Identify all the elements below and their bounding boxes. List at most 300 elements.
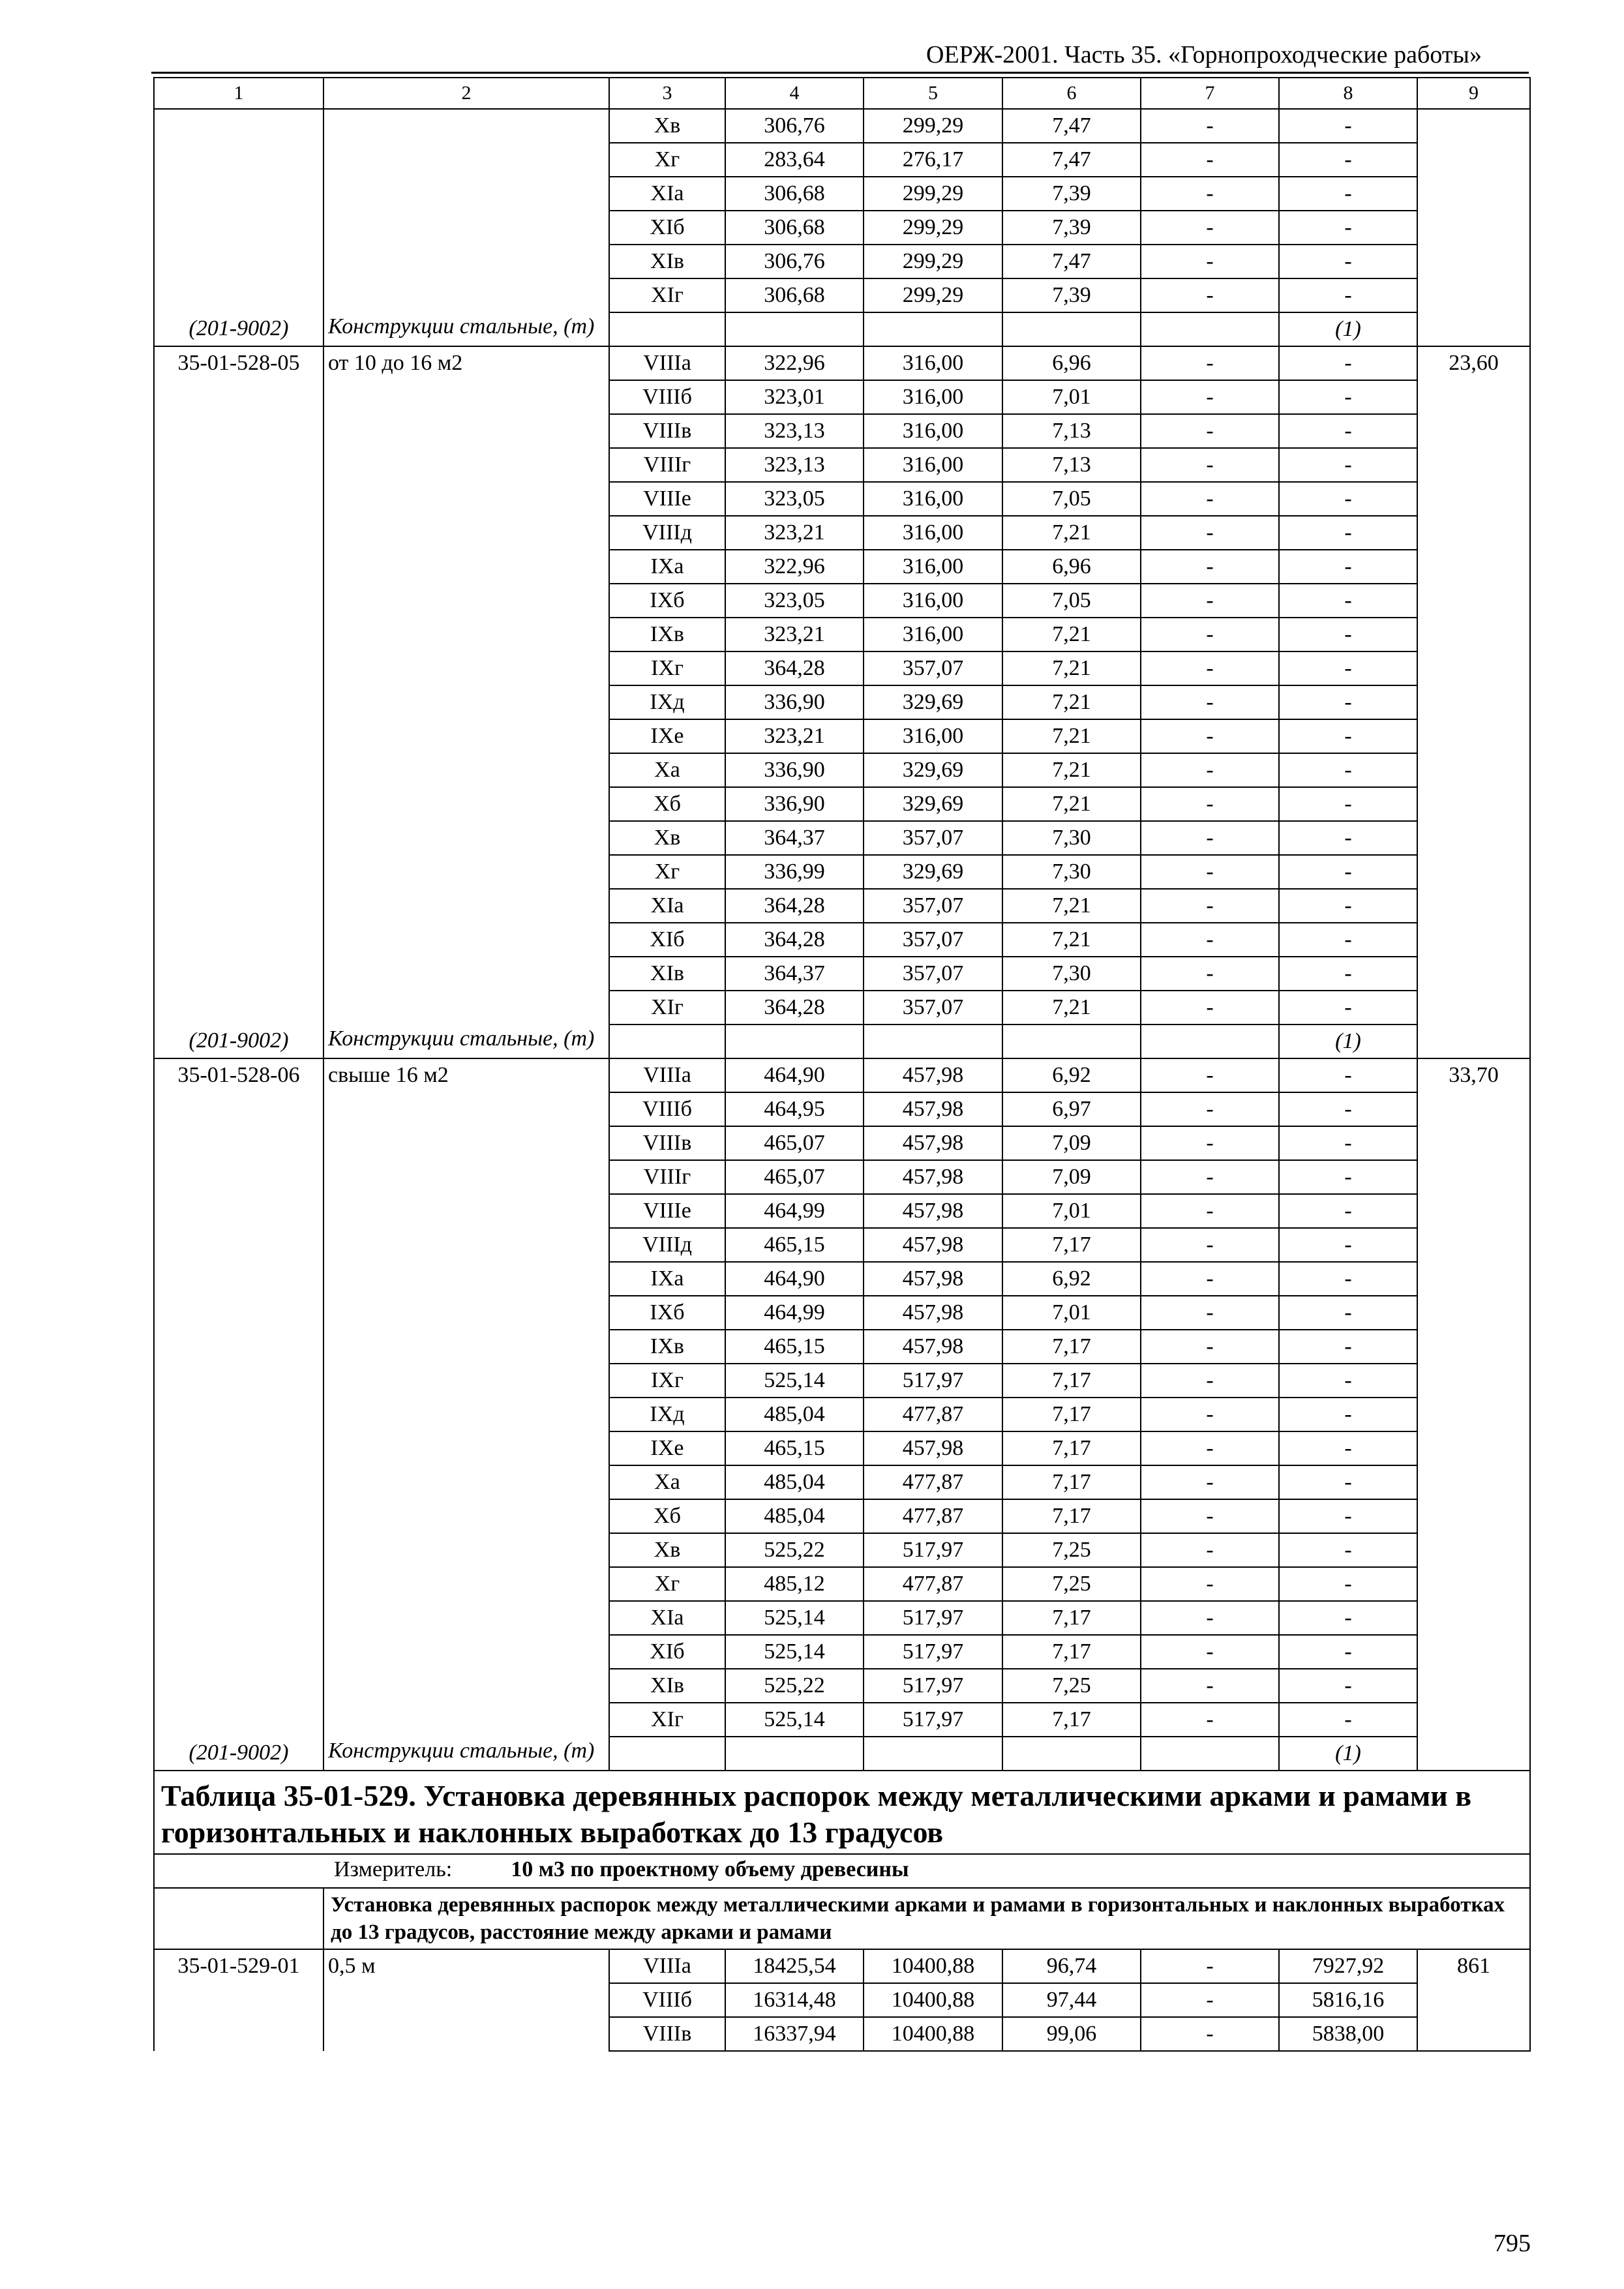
cell-col4: 322,96 — [725, 346, 864, 380]
table-row — [154, 1949, 1530, 1983]
cell-col5: 357,07 — [864, 991, 1002, 1025]
cell-col3: Хб — [609, 787, 725, 821]
cell-col5: 316,00 — [864, 584, 1002, 618]
item-name-empty — [323, 1635, 609, 1669]
cell-col7: - — [1141, 584, 1279, 618]
item-code — [154, 109, 323, 143]
column-number: 2 — [323, 78, 609, 109]
item-code-empty — [154, 1601, 323, 1635]
item-code-empty — [154, 550, 323, 584]
cell-col5: 316,00 — [864, 414, 1002, 448]
cell-col7: - — [1141, 1533, 1279, 1567]
cell-col7: - — [1141, 1669, 1279, 1703]
table-row — [154, 1160, 1530, 1194]
cell-col5: 457,98 — [864, 1058, 1002, 1092]
cell-col8: - — [1279, 550, 1417, 584]
cell-col8: - — [1279, 957, 1417, 991]
cell-col6: 7,39 — [1002, 278, 1141, 312]
cell-col7: - — [1141, 753, 1279, 787]
cell-col8: - — [1279, 991, 1417, 1025]
cell-col8: - — [1279, 719, 1417, 753]
cell-col7: - — [1141, 923, 1279, 957]
item-code-empty — [154, 1160, 323, 1194]
price-col9: 861 — [1417, 1949, 1530, 2051]
cell-col4: 525,22 — [725, 1533, 864, 1567]
resource-cell-col5 — [864, 312, 1002, 346]
cell-col8: - — [1279, 1703, 1417, 1737]
table-row — [154, 1465, 1530, 1499]
cell-col8: - — [1279, 1398, 1417, 1431]
cell-col5: 10400,88 — [864, 1983, 1002, 2017]
cell-col7: - — [1141, 1431, 1279, 1465]
item-name-empty — [323, 245, 609, 278]
cell-col7: - — [1141, 380, 1279, 414]
cell-col8: - — [1279, 1431, 1417, 1465]
cell-col6: 7,30 — [1002, 957, 1141, 991]
cell-col7: - — [1141, 1703, 1279, 1737]
cell-col8: - — [1279, 211, 1417, 245]
item-code-empty — [154, 719, 323, 753]
cell-col4: 465,15 — [725, 1330, 864, 1364]
cell-col6: 6,96 — [1002, 346, 1141, 380]
cell-col5: 457,98 — [864, 1262, 1002, 1296]
item-code-empty — [154, 1669, 323, 1703]
cell-col7: - — [1141, 177, 1279, 211]
cell-col4: 16337,94 — [725, 2017, 864, 2051]
cell-col8: - — [1279, 380, 1417, 414]
resource-cell-col4 — [725, 1025, 864, 1058]
norms-table — [153, 77, 1531, 2052]
cell-col4: 364,28 — [725, 651, 864, 685]
item-code-empty — [154, 448, 323, 482]
page-number: 795 — [1494, 2230, 1531, 2257]
cell-col8: - — [1279, 1058, 1417, 1092]
item-name-empty — [323, 516, 609, 550]
cell-col7: - — [1141, 618, 1279, 651]
resource-row — [154, 1737, 1530, 1771]
table-row — [154, 380, 1530, 414]
table-row — [154, 1567, 1530, 1601]
cell-col6: 7,21 — [1002, 787, 1141, 821]
cell-col3: ХIг — [609, 1703, 725, 1737]
cell-col4: 323,21 — [725, 618, 864, 651]
cell-col5: 457,98 — [864, 1330, 1002, 1364]
cell-col7: - — [1141, 1465, 1279, 1499]
item-code: 35-01-529-01 — [154, 1949, 323, 1983]
column-number: 9 — [1417, 78, 1530, 109]
table-row — [154, 855, 1530, 889]
cell-col4: 18425,54 — [725, 1949, 864, 1983]
cell-col5: 477,87 — [864, 1398, 1002, 1431]
item-code-empty — [154, 855, 323, 889]
table-row — [154, 651, 1530, 685]
cell-col7: - — [1141, 1499, 1279, 1533]
item-name-empty — [323, 550, 609, 584]
cell-col4: 336,99 — [725, 855, 864, 889]
column-number: 3 — [609, 78, 725, 109]
cell-col3: IХв — [609, 618, 725, 651]
cell-col6: 99,06 — [1002, 2017, 1141, 2051]
cell-col7: - — [1141, 1092, 1279, 1126]
item-code-empty — [154, 753, 323, 787]
table-row — [154, 211, 1530, 245]
cell-col8: 5816,16 — [1279, 1983, 1417, 2017]
cell-col3: VIIIе — [609, 1194, 725, 1228]
cell-col6: 7,21 — [1002, 991, 1141, 1025]
item-code-empty — [154, 889, 323, 923]
cell-col4: 323,13 — [725, 414, 864, 448]
cell-col5: 299,29 — [864, 177, 1002, 211]
item-code-empty — [154, 2017, 323, 2051]
item-name-empty — [323, 889, 609, 923]
cell-col3: Хг — [609, 855, 725, 889]
resource-code: (201-9002) — [154, 312, 323, 346]
cell-col4: 323,01 — [725, 380, 864, 414]
cell-col6: 7,09 — [1002, 1126, 1141, 1160]
cell-col3: ХIб — [609, 923, 725, 957]
item-code-empty — [154, 1703, 323, 1737]
cell-col3: IХг — [609, 1364, 725, 1398]
column-number-row — [154, 78, 1530, 109]
cell-col8: - — [1279, 821, 1417, 855]
resource-code: (201-9002) — [154, 1737, 323, 1771]
cell-col3: IХа — [609, 550, 725, 584]
item-name-empty — [323, 177, 609, 211]
table-title: Таблица 35-01-529. Установка деревянных распорок между металлическими арками и рамами в горизонтальных и наклонных выработках до 13 градусов — [154, 1771, 1530, 1854]
cell-col4: 525,22 — [725, 1669, 864, 1703]
cell-col6: 7,17 — [1002, 1465, 1141, 1499]
description: Установка деревянных распорок между металлическими арками и рамами в горизонтальных и наклонных выработках до 13 градусов, расстояние между арками и рамами — [323, 1888, 1530, 1949]
cell-col7: - — [1141, 1194, 1279, 1228]
item-name-empty — [323, 211, 609, 245]
cell-col3: VIIIб — [609, 380, 725, 414]
item-name-empty — [323, 1092, 609, 1126]
cell-col4: 306,76 — [725, 109, 864, 143]
item-code-empty — [154, 1228, 323, 1262]
cell-col7: - — [1141, 414, 1279, 448]
measure-row — [154, 1854, 1530, 1888]
cell-col8: - — [1279, 1567, 1417, 1601]
cell-col5: 316,00 — [864, 618, 1002, 651]
price-col9 — [1417, 109, 1530, 346]
cell-col3: ХIв — [609, 1669, 725, 1703]
cell-col6: 7,30 — [1002, 855, 1141, 889]
item-name-empty — [323, 143, 609, 177]
item-name: от 10 до 16 м2 — [323, 346, 609, 380]
cell-col8: - — [1279, 1194, 1417, 1228]
cell-col4: 364,28 — [725, 923, 864, 957]
cell-col6: 7,47 — [1002, 143, 1141, 177]
cell-col3: VIIIа — [609, 1949, 725, 1983]
table-row — [154, 889, 1530, 923]
cell-col6: 7,17 — [1002, 1703, 1141, 1737]
cell-col5: 477,87 — [864, 1567, 1002, 1601]
resource-name: Конструкции стальные, (т) — [323, 1025, 609, 1058]
item-code-empty — [154, 1262, 323, 1296]
item-name-empty — [323, 618, 609, 651]
item-name-empty — [323, 1703, 609, 1737]
cell-col5: 329,69 — [864, 685, 1002, 719]
cell-col8: - — [1279, 1465, 1417, 1499]
table-row — [154, 787, 1530, 821]
resource-cell-col7 — [1141, 312, 1279, 346]
cell-col8: - — [1279, 787, 1417, 821]
resource-row — [154, 312, 1530, 346]
cell-col6: 7,17 — [1002, 1330, 1141, 1364]
cell-col8: - — [1279, 1635, 1417, 1669]
resource-cell-col7 — [1141, 1025, 1279, 1058]
item-code-empty — [154, 1296, 323, 1330]
cell-col6: 7,25 — [1002, 1567, 1141, 1601]
item-code-empty — [154, 821, 323, 855]
table-row — [154, 991, 1530, 1025]
item-name-empty — [323, 482, 609, 516]
cell-col3: IХд — [609, 685, 725, 719]
item-name-empty — [323, 787, 609, 821]
measure-label: Измеритель: — [334, 1857, 453, 1881]
table-row — [154, 1635, 1530, 1669]
cell-col8: - — [1279, 855, 1417, 889]
cell-col6: 6,97 — [1002, 1092, 1141, 1126]
cell-col5: 517,97 — [864, 1601, 1002, 1635]
cell-col4: 464,99 — [725, 1296, 864, 1330]
table-row — [154, 1092, 1530, 1126]
item-name-empty — [323, 855, 609, 889]
table-row — [154, 584, 1530, 618]
cell-col7: - — [1141, 278, 1279, 312]
column-number: 1 — [154, 78, 323, 109]
item-name-empty — [323, 1601, 609, 1635]
cell-col7: - — [1141, 482, 1279, 516]
item-code-empty — [154, 618, 323, 651]
cell-col4: 306,68 — [725, 211, 864, 245]
cell-col5: 357,07 — [864, 923, 1002, 957]
cell-col5: 329,69 — [864, 753, 1002, 787]
column-number: 6 — [1002, 78, 1141, 109]
cell-col7: - — [1141, 109, 1279, 143]
cell-col3: Хг — [609, 143, 725, 177]
cell-col8: - — [1279, 685, 1417, 719]
item-code-empty — [154, 1092, 323, 1126]
cell-col3: IХе — [609, 719, 725, 753]
cell-col6: 7,09 — [1002, 1160, 1141, 1194]
item-code-empty — [154, 1465, 323, 1499]
item-name-empty — [323, 719, 609, 753]
cell-col5: 10400,88 — [864, 1949, 1002, 1983]
cell-col7: - — [1141, 1567, 1279, 1601]
item-name — [323, 109, 609, 143]
cell-col5: 299,29 — [864, 278, 1002, 312]
cell-col8: - — [1279, 651, 1417, 685]
cell-col8: - — [1279, 1228, 1417, 1262]
cell-col8: - — [1279, 618, 1417, 651]
cell-col5: 329,69 — [864, 787, 1002, 821]
cell-col7: - — [1141, 1398, 1279, 1431]
resource-row — [154, 1025, 1530, 1058]
cell-col7: - — [1141, 1635, 1279, 1669]
cell-col3: VIIIа — [609, 1058, 725, 1092]
cell-col8: - — [1279, 278, 1417, 312]
item-code: 35-01-528-05 — [154, 346, 323, 380]
cell-col6: 7,17 — [1002, 1431, 1141, 1465]
cell-col3: ХIа — [609, 1601, 725, 1635]
cell-col4: 323,21 — [725, 516, 864, 550]
cell-col6: 7,47 — [1002, 109, 1141, 143]
cell-col5: 357,07 — [864, 957, 1002, 991]
cell-col4: 336,90 — [725, 685, 864, 719]
cell-col5: 316,00 — [864, 719, 1002, 753]
item-name: 0,5 м — [323, 1949, 609, 1983]
cell-col3: Хв — [609, 821, 725, 855]
resource-cell-col6 — [1002, 1025, 1141, 1058]
cell-col5: 457,98 — [864, 1160, 1002, 1194]
item-name-empty — [323, 1126, 609, 1160]
cell-col8: - — [1279, 1126, 1417, 1160]
cell-col8: - — [1279, 516, 1417, 550]
cell-col3: Хв — [609, 109, 725, 143]
cell-col3: VIIIе — [609, 482, 725, 516]
cell-col8: - — [1279, 584, 1417, 618]
cell-col3: ХIб — [609, 1635, 725, 1669]
cell-col6: 7,17 — [1002, 1228, 1141, 1262]
cell-col5: 457,98 — [864, 1228, 1002, 1262]
item-code-empty — [154, 211, 323, 245]
item-code-empty — [154, 380, 323, 414]
table-row — [154, 1431, 1530, 1465]
cell-col7: - — [1141, 245, 1279, 278]
table-row — [154, 550, 1530, 584]
cell-col7: - — [1141, 448, 1279, 482]
cell-col7: - — [1141, 1296, 1279, 1330]
resource-code: (201-9002) — [154, 1025, 323, 1058]
cell-col7: - — [1141, 719, 1279, 753]
cell-col3: IХе — [609, 1431, 725, 1465]
cell-col8: - — [1279, 1499, 1417, 1533]
cell-col3: Ха — [609, 753, 725, 787]
table-row — [154, 1126, 1530, 1160]
resource-cell-col8: (1) — [1279, 1737, 1417, 1771]
cell-col7: - — [1141, 346, 1279, 380]
table-row — [154, 1058, 1530, 1092]
header-rule — [151, 72, 1529, 74]
cell-col7: - — [1141, 855, 1279, 889]
cell-col8: - — [1279, 245, 1417, 278]
cell-col7: - — [1141, 1364, 1279, 1398]
item-code-empty — [154, 1364, 323, 1398]
cell-col6: 7,21 — [1002, 685, 1141, 719]
cell-col3: Хг — [609, 1567, 725, 1601]
cell-col7: - — [1141, 685, 1279, 719]
column-number: 8 — [1279, 78, 1417, 109]
item-name-empty — [323, 753, 609, 787]
cell-col3: IХв — [609, 1330, 725, 1364]
item-name-empty — [323, 448, 609, 482]
resource-cell-col3 — [609, 312, 725, 346]
cell-col5: 457,98 — [864, 1126, 1002, 1160]
table-row — [154, 1228, 1530, 1262]
table-row — [154, 516, 1530, 550]
cell-col8: - — [1279, 414, 1417, 448]
cell-col4: 465,15 — [725, 1431, 864, 1465]
cell-col4: 364,37 — [725, 957, 864, 991]
cell-col5: 517,97 — [864, 1703, 1002, 1737]
cell-col5: 357,07 — [864, 821, 1002, 855]
cell-col7: - — [1141, 651, 1279, 685]
cell-col4: 525,14 — [725, 1364, 864, 1398]
cell-col3: VIIIб — [609, 1092, 725, 1126]
cell-col5: 329,69 — [864, 855, 1002, 889]
resource-name: Конструкции стальные, (т) — [323, 1737, 609, 1771]
item-name-empty — [323, 278, 609, 312]
item-code-empty — [154, 1194, 323, 1228]
cell-col4: 306,68 — [725, 278, 864, 312]
cell-col8: 7927,92 — [1279, 1949, 1417, 1983]
cell-col5: 357,07 — [864, 651, 1002, 685]
item-code-empty — [154, 177, 323, 211]
cell-col6: 7,21 — [1002, 618, 1141, 651]
cell-col5: 316,00 — [864, 448, 1002, 482]
resource-cell-col8: (1) — [1279, 1025, 1417, 1058]
table-row — [154, 109, 1530, 143]
cell-col6: 7,13 — [1002, 448, 1141, 482]
cell-col3: ХIб — [609, 211, 725, 245]
item-name-empty — [323, 1669, 609, 1703]
item-name-empty — [323, 1567, 609, 1601]
cell-col8: - — [1279, 889, 1417, 923]
item-name-empty — [323, 1160, 609, 1194]
item-code-empty — [154, 923, 323, 957]
cell-col3: IХа — [609, 1262, 725, 1296]
cell-col3: VIIIа — [609, 346, 725, 380]
cell-col4: 323,05 — [725, 482, 864, 516]
cell-col6: 7,17 — [1002, 1601, 1141, 1635]
item-name-empty — [323, 1228, 609, 1262]
cell-col5: 457,98 — [864, 1092, 1002, 1126]
cell-col8: - — [1279, 143, 1417, 177]
item-code-empty — [154, 1330, 323, 1364]
table-row — [154, 1499, 1530, 1533]
cell-col3: ХIв — [609, 245, 725, 278]
table-row — [154, 957, 1530, 991]
item-name-empty — [323, 1431, 609, 1465]
table-row — [154, 346, 1530, 380]
cell-col7: - — [1141, 1160, 1279, 1194]
cell-col3: IХд — [609, 1398, 725, 1431]
cell-col5: 517,97 — [864, 1364, 1002, 1398]
cell-col4: 464,95 — [725, 1092, 864, 1126]
item-name-empty — [323, 957, 609, 991]
cell-col6: 7,21 — [1002, 651, 1141, 685]
resource-cell-col3 — [609, 1025, 725, 1058]
item-name-empty — [323, 584, 609, 618]
cell-col3: VIIIг — [609, 448, 725, 482]
cell-col6: 7,13 — [1002, 414, 1141, 448]
table-row — [154, 618, 1530, 651]
cell-col7: - — [1141, 1262, 1279, 1296]
cell-col3: IХб — [609, 1296, 725, 1330]
cell-col7: - — [1141, 787, 1279, 821]
item-name: свыше 16 м2 — [323, 1058, 609, 1092]
cell-col5: 477,87 — [864, 1465, 1002, 1499]
item-code-empty — [154, 143, 323, 177]
item-code-empty — [154, 651, 323, 685]
item-code-empty — [154, 685, 323, 719]
cell-col5: 316,00 — [864, 380, 1002, 414]
cell-col3: VIIIб — [609, 1983, 725, 2017]
column-number: 4 — [725, 78, 864, 109]
cell-col7: - — [1141, 1330, 1279, 1364]
item-code-empty — [154, 414, 323, 448]
